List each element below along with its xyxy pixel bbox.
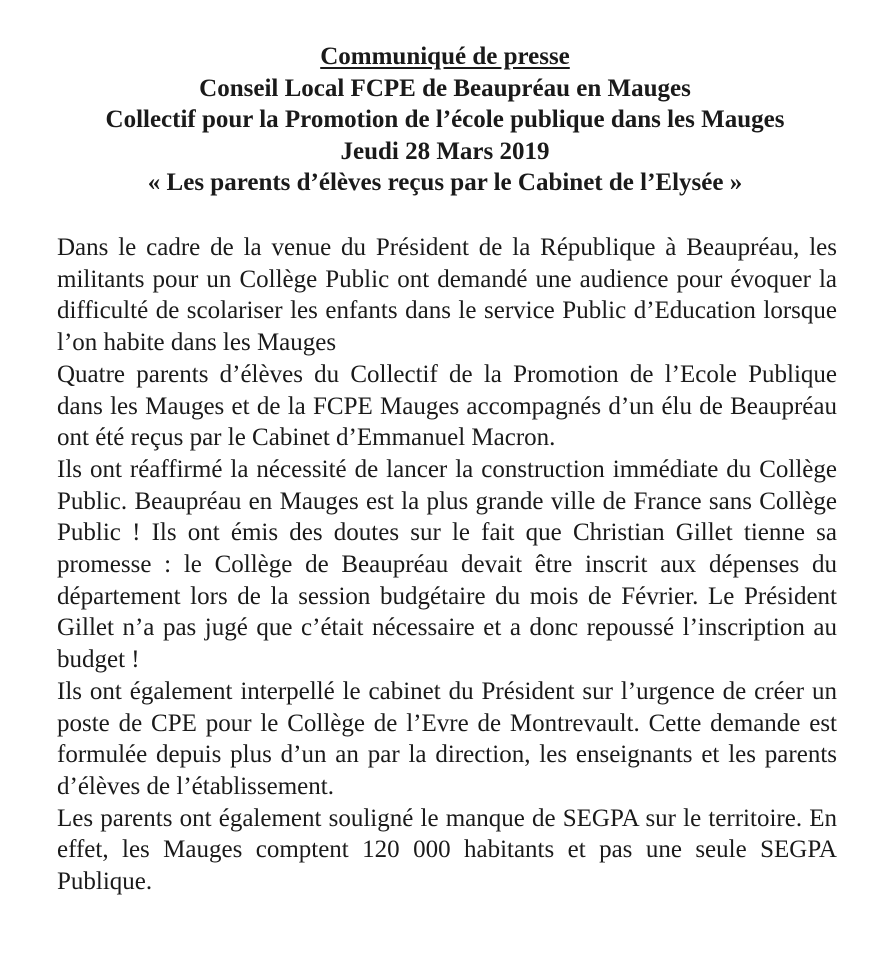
collective-name: Collectif pour la Promotion de l’école publique dans les Mauges [105,106,785,133]
body-paragraph: Ils ont également interpellé le cabinet du Président sur l’urgence de créer un poste de CPE pour le Collège de l’Evre de Montrevault. Cette demande est formulée depuis plus d’un an par la direction, les enseignants et les parents d’élèves de l’établissement. [57,677,837,800]
body-paragraph: Ils ont réaffirmé la nécessité de lancer la construction immédiate du Collège Public. Beaupréau en Mauges est la plus grande ville de France sans Collège Public ! Ils ont émis des doutes sur le fait que Christian Gillet tienne sa promesse : le Collège de Beaupréau devait être inscrit aux dépenses du département lors de la session budgétaire du mois de Février. Le Président Gillet n’a pas jugé que c’était nécessaire et a donc repoussé l’inscription au budget ! [57,455,837,674]
document-type-label: Communiqué de presse [320,43,570,70]
press-release-header [0,41,890,199]
body-paragraph: Les parents ont également souligné le manque de SEGPA sur le territoire. En effet, les Mauges comptent 120 000 habitants et pas une seule SEGPA Publique. [57,804,837,896]
body-paragraph: Quatre parents d’élèves du Collectif de la Promotion de l’Ecole Publique dans les Mauges et de la FCPE Mauges accompagnés d’un élu de Beaupréau ont été reçus par le Cabinet d’Emmanuel Macron. [57,360,837,452]
headline: « Les parents d’élèves reçus par le Cabinet de l’Elysée » [147,169,743,196]
release-date: Jeudi 28 Mars 2019 [340,137,550,165]
body-paragraph: Dans le cadre de la venue du Président de la République à Beaupréau, les militants pour un Collège Public ont demandé une audience pour évoquer la difficulté de scolariser les enfants dans le service Public d’Education lorsque l’on habite dans les Mauges [57,234,837,357]
organization-name: Conseil Local FCPE de Beaupréau en Mauges [199,74,691,102]
press-release-body [57,232,837,898]
